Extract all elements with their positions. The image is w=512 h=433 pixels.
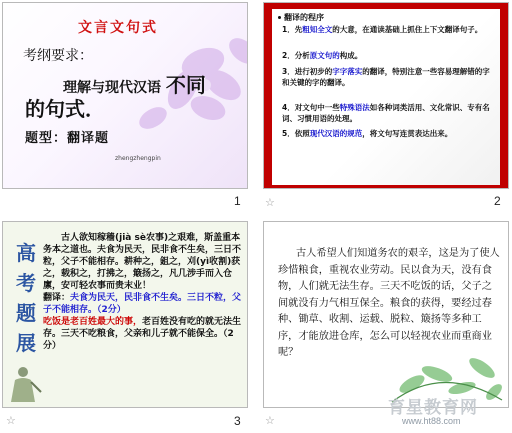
step-item: 5．依照现代汉语的规范，将文句写连贯表达出来。 <box>282 129 453 138</box>
step-item: 2．分析原文句的构成。 <box>282 51 363 60</box>
slide-heading: 翻译的程序 <box>278 12 324 23</box>
step-item: 4．对文句中一些特殊语法如各种词类活用、文化常识、专有名词、习惯用语的处理。 <box>282 103 490 123</box>
step-item: 1．先粗知全文的大意，在通读基础上抓住上下文翻译句子。 <box>282 25 483 34</box>
requirement-label: 考纲要求： <box>23 48 93 64</box>
requirement-line-2: 的句式． <box>25 97 105 121</box>
requirement-text: 理解与现代汉语 <box>63 80 161 96</box>
slide-3[interactable] <box>2 221 248 408</box>
slide-3-body <box>43 232 243 352</box>
site-url: www.ht88.com <box>402 416 461 426</box>
slide-4[interactable] <box>263 221 509 408</box>
star-icon[interactable]: ☆ <box>265 414 275 427</box>
bullet-icon <box>278 16 281 19</box>
explanation-text: 古人希望人们知道务农的艰辛，这是为了使人珍惜粮食，重视农业劳动。民以食为天，没有食物，人们就无法生存。三天不吃饭的话，父子之间就没有力气相互保全。粮食的获得，要经过春种、锄草、收割、运载、脱粒、簸扬等多种工序，才能放进仓库，怎么可以轻视农业而重商业呢？ <box>278 248 500 358</box>
answer-line: 吃饭是老百姓最大的事，老百姓没有吃的就无法生存。三天不吃粮食，父亲和儿子就不能保全。（2分） <box>43 317 242 351</box>
watermark-text: zhengzhengpin <box>115 155 161 162</box>
step-item: 3．进行初步的字字落实的翻译，特别注意一些容易理解错的字和关键的字的翻译。 <box>282 67 490 87</box>
slide-number-3: 3 <box>234 414 241 428</box>
slide-1[interactable] <box>2 2 248 189</box>
site-logo: 育星教育网 <box>388 398 478 418</box>
slide-title: 文言文句式 <box>78 20 158 36</box>
scholar-figure-icon <box>5 362 45 406</box>
passage-text: 古人欲知稼穑(jià sè农事)之艰难，斯盖重本务本之道也。夫食为民天，民非食不生矣，三日不粒，父子不能相存。耕种之，鉏之，刈(yì收割)获之，载积之，打拂之，簸扬之，凡几涉手而入仓廪，安可轻农事而贵末业！ <box>43 233 242 291</box>
question-type: 题型：翻译题 <box>25 131 110 146</box>
requirement-emphasis: 不同 <box>165 73 206 97</box>
star-icon[interactable]: ☆ <box>265 196 275 209</box>
slide-2[interactable] <box>263 2 509 189</box>
side-title: 高 考 题 展 <box>16 241 36 355</box>
translation-line: 翻译：夫食为民天，民非食不生矣。三日不粒，父子不能相存。（2分） <box>43 293 242 315</box>
slide-2-content <box>272 9 500 185</box>
slide-number-1: 1 <box>234 194 241 208</box>
slide-number-2: 2 <box>494 194 501 208</box>
star-icon[interactable]: ☆ <box>6 414 16 427</box>
